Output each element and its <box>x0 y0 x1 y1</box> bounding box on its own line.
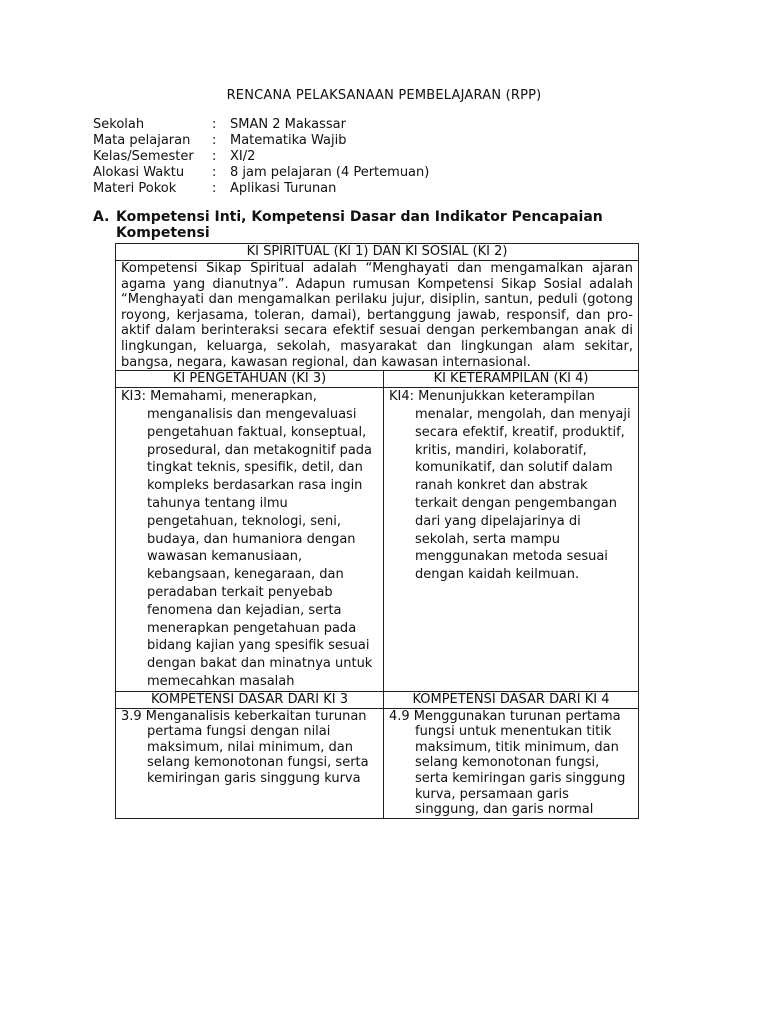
identity-label: Materi Pokok <box>93 181 177 196</box>
kd4-text: 4.9 Menggunakan turunan pertama fungsi untuk menentukan titik maksimum, titik minimum, dan selang kemonotonan fungsi, serta kemiringan garis singgung kurva, persamaan garis singgung, dan garis normal <box>389 708 626 818</box>
section-a-title: Kompetensi Inti, Kompetensi Dasar dan Indikator Pencapaian Kompetensi <box>116 209 603 241</box>
identity-value: XI/2 <box>230 149 256 164</box>
spiritual-header: KI SPIRITUAL (KI 1) DAN KI SOSIAL (KI 2) <box>116 244 639 261</box>
identity-colon: : <box>212 165 217 180</box>
table-row <box>116 691 639 708</box>
kd3-header: KOMPETENSI DASAR DARI KI 3 <box>116 691 384 708</box>
identity-value: 8 jam pelajaran (4 Pertemuan) <box>230 165 430 180</box>
table-row <box>116 371 639 388</box>
kd3-cell <box>116 708 384 818</box>
ki4-header: KI KETERAMPILAN (KI 4) <box>384 371 639 388</box>
ki4-text: KI4: Menunjukkan keterampilan menalar, mengolah, dan menyaji secara efektif, kreatif, produktif, kritis, mandiri, kolaboratif, komunikatif, dan solutif dalam ranah konkret dan abstrak terkait dengan pengembangan dari yang dipelajarinya di sekolah, serta mampu menggunakan metoda sesuai dengan kaidah keilmuan. <box>389 389 631 583</box>
identity-row-school <box>93 117 429 133</box>
kd3-text: 3.9 Menganalisis keberkaitan turunan pertama fungsi dengan nilai maksimum, nilai minimum, dan selang kemonotonan fungsi, serta kemiringan garis singgung kurva <box>121 708 369 787</box>
identity-label: Kelas/Semester <box>93 149 194 164</box>
ki3-cell <box>116 388 384 692</box>
table-row <box>116 244 639 261</box>
ki3-header: KI PENGETAHUAN (KI 3) <box>116 371 384 388</box>
identity-colon: : <box>212 181 217 196</box>
section-a-letter: A. <box>93 209 110 225</box>
identity-label: Sekolah <box>93 117 145 132</box>
identity-row-time <box>93 165 429 181</box>
identity-value: Matematika Wajib <box>230 133 347 148</box>
competency-table <box>115 243 639 819</box>
identity-colon: : <box>212 133 217 148</box>
identity-row-topic <box>93 181 429 197</box>
identity-row-subject <box>93 133 429 149</box>
table-row <box>116 708 639 818</box>
identity-label: Alokasi Waktu <box>93 165 185 180</box>
kd4-cell <box>384 708 639 818</box>
table-row <box>116 261 639 371</box>
identity-row-class <box>93 149 429 165</box>
identity-block <box>93 117 429 197</box>
identity-label: Mata pelajaran <box>93 133 191 148</box>
spiritual-text: Kompetensi Sikap Spiritual adalah “Menghayati dan mengamalkan ajaran agama yang dianutnya”. Adapun rumusan Kompetensi Sikap Sosial adalah “Menghayati dan mengamalkan perilaku jujur, disiplin, santun, peduli (gotong royong, kerjasama, toleran, damai), bertanggung jawab, responsif, dan pro-aktif dalam berinteraksi secara efektif sesuai dengan perkembangan anak di lingkungan, keluarga, sekolah, masyarakat dan lingkungan alam sekitar, bangsa, negara, kawasan regional, dan kawasan internasional. <box>116 261 639 371</box>
kd4-header: KOMPETENSI DASAR DARI KI 4 <box>384 691 639 708</box>
ki4-cell <box>384 388 639 692</box>
ki3-text: KI3: Memahami, menerapkan, menganalisis dan mengevaluasi pengetahuan faktual, konseptual, prosedural, dan metakognitif pada tingkat teknis, spesifik, detil, dan kompleks berdasarkan rasa ingin tahunya tentang ilmu pengetahuan, teknologi, seni, budaya, dan humaniora dengan wawasan kemanusiaan, kebangsaan, kenegaraan, dan peradaban terkait penyebab fenomena dan kejadian, serta menerapkan pengetahuan pada bidang kajian yang spesifik sesuai dengan bakat dan minatnya untuk memecahkan masalah <box>121 389 373 689</box>
document-title: RENCANA PELAKSANAAN PEMBELAJARAN (RPP) <box>226 88 542 103</box>
table-row <box>116 388 639 692</box>
identity-value: SMAN 2 Makassar <box>230 117 346 132</box>
identity-colon: : <box>212 117 217 132</box>
identity-value: Aplikasi Turunan <box>230 181 337 196</box>
identity-colon: : <box>212 149 217 164</box>
